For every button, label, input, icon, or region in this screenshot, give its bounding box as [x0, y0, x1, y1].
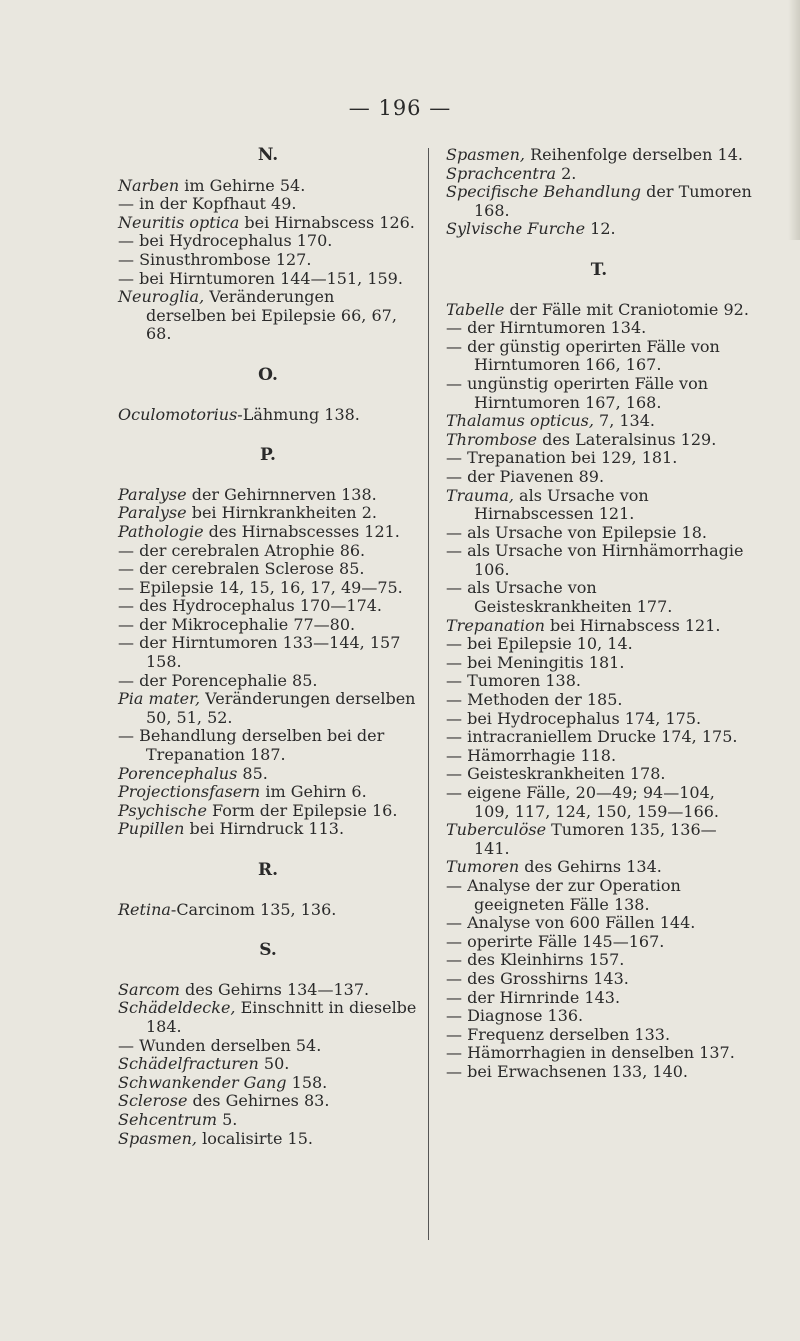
section-letter: O. — [258, 364, 278, 385]
index-entry-pages: Reihenfolge derselben 14. — [524, 145, 743, 164]
index-entry — [118, 1092, 418, 1111]
index-entry — [118, 504, 418, 523]
page-number: — 196 — — [348, 96, 452, 120]
index-entry-head: Paralyse — [118, 503, 187, 523]
index-entry: — des Grosshirns 143. — [446, 968, 629, 988]
index-entry — [118, 690, 418, 727]
index-entry: — in der Kopfhaut 49. — [118, 194, 297, 214]
index-entry: — intracraniellem Drucke 174, 175. — [446, 727, 738, 747]
index-entry-head: Trepanation — [446, 615, 545, 635]
index-entry-head: Thalamus opticus, — [446, 411, 594, 431]
index-entry — [118, 901, 418, 920]
index-entry-pages: 85. — [237, 763, 268, 783]
index-entry: — Hämorrhagien in denselben 137. — [446, 1043, 735, 1063]
index-entry: — der Hirntumoren 133—144, 157 158. — [118, 633, 401, 672]
index-entry: — bei Epilepsie 10, 14. — [446, 634, 633, 654]
index-entry-head: Projectionsfasern — [118, 782, 261, 802]
index-entry: — als Ursache von Epilepsie 18. — [446, 522, 707, 542]
index-entry: — bei Meningitis 181. — [446, 652, 625, 672]
index-entry-head: Neuritis optica — [118, 212, 240, 232]
index-entry-pages: im Gehirne 54. — [179, 175, 306, 195]
index-entry-pages: bei Hirnkrankheiten 2. — [186, 503, 377, 523]
index-entry: — ungünstig operirten Fälle von Hirntumoren 167, 168. — [446, 373, 708, 412]
index-entry: — Trepanation bei 129, 181. — [446, 448, 678, 468]
index-entry-head: Pia mater, — [118, 689, 201, 709]
index-entry — [446, 301, 752, 320]
index-entry — [118, 1111, 418, 1130]
index-entry — [118, 981, 418, 1000]
index-entry-pages: der Gehirnnerven 138. — [186, 484, 377, 504]
index-entry-head: Oculomotorius — [118, 404, 238, 424]
index-entry-pages: 50. — [258, 1054, 290, 1074]
index-entry-head: Sarcom — [118, 979, 180, 999]
index-entry — [118, 1130, 418, 1149]
index-entry: — der Hirntumoren 134. — [446, 318, 647, 338]
index-entry — [446, 617, 752, 636]
index-entry: — des Hydrocephalus 170—174. — [118, 596, 383, 616]
index-entry-head: Spasmen, — [118, 1128, 197, 1148]
index-entry: — der Mikrocephalie 77—80. — [118, 614, 356, 634]
index-entry: — Sinusthrombose 127. — [118, 249, 312, 269]
index-entry: — als Ursache von Hirnhämorrhagie 106. — [446, 541, 744, 579]
page-edge-shadow — [788, 0, 800, 240]
index-entry: — bei Erwachsenen 133, 140. — [446, 1061, 689, 1081]
index-entry-pages: -Lähmung 138. — [237, 404, 360, 424]
index-entry: — Frequenz derselben 133. — [446, 1024, 671, 1044]
index-entry: — Geisteskrankheiten 178. — [446, 764, 666, 784]
index-entry: — Tumoren 138. — [446, 671, 581, 691]
index-entry-head: Specifische Behandlung — [446, 182, 642, 202]
index-entry-pages: bei Hirndruck 113. — [184, 819, 345, 839]
index-entry-head: Sprachcentra — [446, 163, 557, 183]
index-entry-head: Pathologie — [118, 521, 204, 541]
index-entry: — bei Hydrocephalus 174, 175. — [446, 708, 702, 728]
index-entry-pages: des Gehirns 134. — [519, 857, 662, 877]
index-entry-head: Schädelfracturen — [118, 1054, 259, 1074]
index-entry: — bei Hirntumoren 144—151, 159. — [118, 268, 403, 288]
index-entry: — Analyse von 600 Fällen 144. — [446, 913, 696, 933]
index-entry — [446, 821, 752, 858]
index-entry — [446, 412, 752, 431]
index-entry: — bei Hydrocephalus 170. — [118, 231, 333, 251]
index-entry-head: Neuroglia, — [118, 287, 205, 307]
index-entry-head: Spasmen, — [446, 145, 525, 164]
index-entry: — operirte Fälle 145—167. — [446, 931, 665, 951]
index-entry-pages: des Lateralsinus 129. — [536, 429, 717, 449]
index-entry: — Wunden derselben 54. — [118, 1035, 322, 1055]
index-entry-pages: des Gehirnes 83. — [187, 1091, 330, 1111]
index-entry — [446, 487, 752, 524]
index-entry-pages: der Fälle mit Craniotomie 92. — [504, 299, 749, 319]
index-entry: — Diagnose 136. — [446, 1006, 584, 1026]
index-entry-head: Narben — [118, 175, 180, 195]
index-entry-head: Schädeldecke, — [118, 998, 236, 1018]
index-entry: — der günstig operirten Fälle von Hirntumoren 166, 167. — [446, 336, 720, 375]
index-entry — [118, 783, 418, 802]
index-entry: — Epilepsie 14, 15, 16, 17, 49—75. — [118, 577, 403, 597]
index-entry: — als Ursache von Geisteskrankheiten 177. — [446, 578, 673, 617]
index-entry-head: Porencephalus — [118, 763, 238, 783]
index-entry — [118, 288, 418, 344]
index-entry — [118, 214, 418, 233]
index-entry-head: Pupillen — [118, 819, 185, 839]
index-entry: — Hämorrhagie 118. — [446, 745, 617, 765]
index-entry-head: Tabelle — [446, 299, 505, 319]
index-entry-head: Sehcentrum — [118, 1109, 218, 1129]
index-entry-pages: Form der Epilepsie 16. — [206, 800, 398, 820]
index-entry — [118, 820, 418, 839]
index-entry — [446, 431, 752, 450]
index-entry: — der Hirnrinde 143. — [446, 987, 621, 1007]
index-entry: — Analyse der zur Operation geeigneten Fälle 138. — [446, 875, 681, 914]
index-entry: — Behandlung derselben bei der Trepanation 187. — [118, 726, 385, 765]
index-entry — [118, 177, 418, 196]
section-letter: T. — [590, 259, 608, 280]
index-entry-pages: der Tumoren 168. — [474, 182, 752, 220]
left-index-column — [118, 146, 418, 1148]
index-entry-pages: Tumoren 135, 136—141. — [474, 820, 717, 858]
index-entry-pages: 2. — [556, 163, 577, 183]
index-entry — [118, 802, 418, 821]
index-entry-head: Schwankender Gang — [118, 1072, 287, 1092]
index-entry-pages: Veränderungen derselben bei Epilepsie 66, 67, 68. — [146, 287, 397, 344]
index-entry-pages: localisirte 15. — [196, 1128, 313, 1148]
index-entry — [446, 146, 752, 165]
index-entry-pages: als Ursache von Hirnabscessen 121. — [474, 485, 649, 524]
index-entry-head: Tuberculöse — [446, 820, 547, 840]
index-entry — [118, 486, 418, 505]
index-entry — [118, 765, 418, 784]
index-entry: — eigene Fälle, 20—49; 94—104, 109, 117, 124, 150, 159—166. — [446, 783, 720, 821]
index-entry-pages: bei Hirnabscess 121. — [544, 615, 721, 635]
index-entry-pages: des Gehirns 134—137. — [179, 979, 370, 999]
index-entry: — der Piavenen 89. — [446, 466, 605, 486]
index-entry-head: Retina — [118, 899, 171, 919]
index-entry — [446, 165, 752, 184]
index-entry: — der cerebralen Sclerose 85. — [118, 559, 365, 579]
index-entry-head: Paralyse — [118, 484, 187, 504]
index-entry-pages: 7, 134. — [593, 411, 655, 431]
index-entry — [118, 406, 418, 425]
index-entry — [118, 1074, 418, 1093]
index-entry-pages: bei Hirnabscess 126. — [239, 212, 415, 232]
index-entry-pages: -Carcinom 135, 136. — [170, 899, 337, 919]
index-entry-pages: des Hirnabscesses 121. — [203, 521, 400, 541]
index-entry: — der Porencephalie 85. — [118, 670, 318, 690]
section-letter: P. — [260, 445, 276, 466]
index-entry-head: Trauma, — [446, 485, 514, 505]
index-entry — [118, 523, 418, 542]
index-entry — [118, 999, 418, 1036]
index-entry: — Methoden der 185. — [446, 690, 623, 710]
index-entry-pages: im Gehirn 6. — [260, 782, 367, 802]
section-letter: N. — [257, 145, 279, 165]
index-entry — [118, 1055, 418, 1074]
index-entry-pages: Veränderungen derselben 50, 51, 52. — [146, 689, 416, 727]
index-entry-pages: 12. — [585, 219, 616, 239]
index-entry: — des Kleinhirns 157. — [446, 950, 625, 970]
index-entry-head: Psychische — [118, 800, 207, 820]
section-letter: S. — [259, 940, 277, 961]
section-letter: R. — [257, 860, 279, 880]
index-entry-head: Sclerose — [118, 1091, 188, 1111]
index-entry — [446, 858, 752, 877]
index-entry-head: Thrombose — [446, 429, 537, 449]
index-entry-pages: Einschnitt in dieselbe 184. — [146, 998, 417, 1036]
index-entry-head: Sylvische Furche — [446, 219, 586, 239]
index-entry — [446, 183, 752, 220]
index-entry-pages: 5. — [217, 1109, 238, 1129]
index-entry-pages: 158. — [286, 1072, 328, 1092]
right-index-column — [446, 146, 752, 1082]
index-entry-head: Tumoren — [446, 857, 520, 877]
column-divider — [428, 148, 429, 1240]
index-entry — [446, 220, 752, 239]
index-entry: — der cerebralen Atrophie 86. — [118, 540, 366, 560]
